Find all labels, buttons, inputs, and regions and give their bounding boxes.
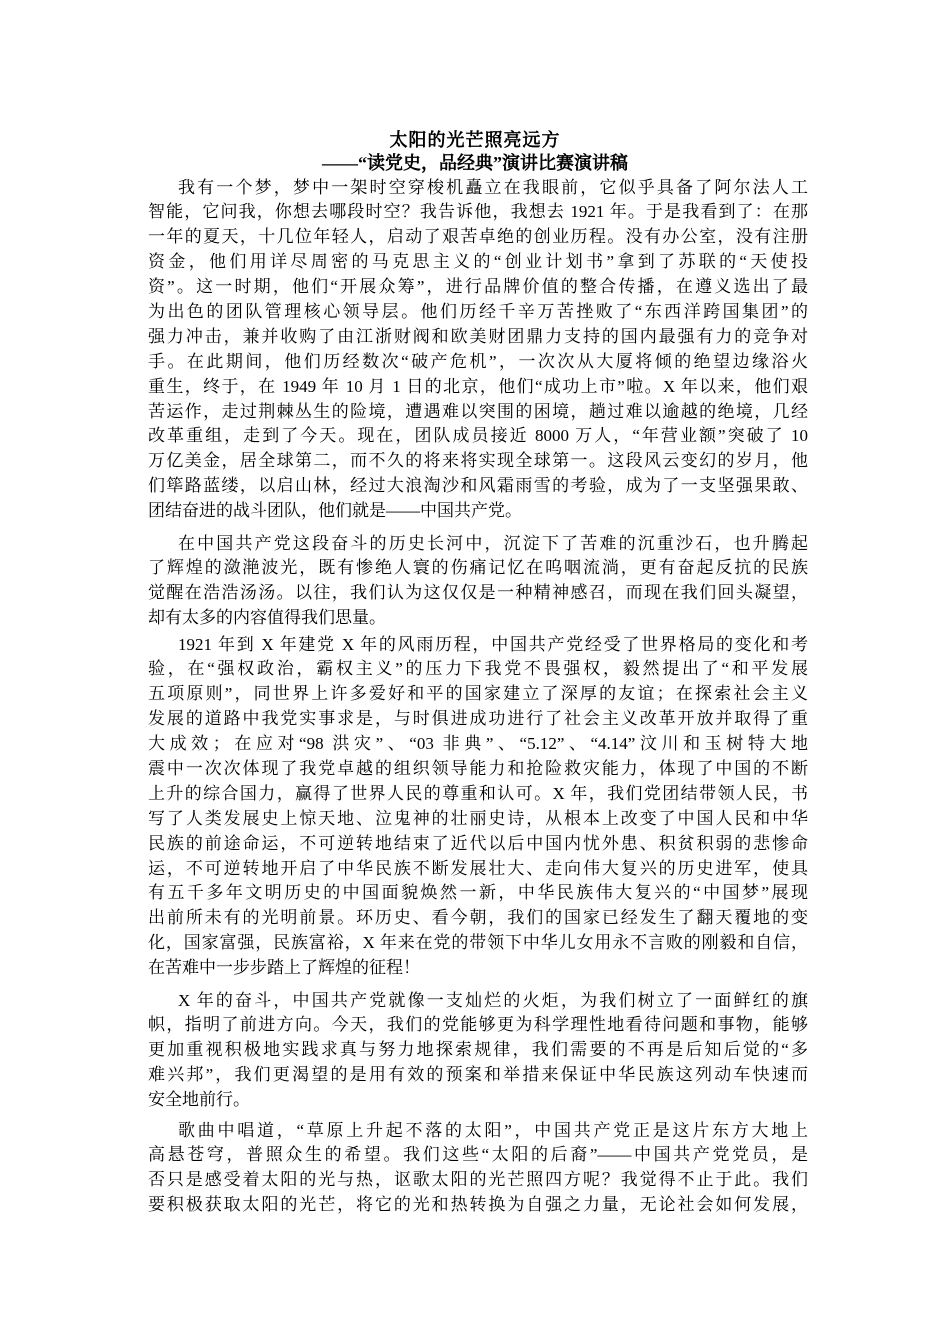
text-line: 震中一次次体现了我党卓越的组织领导能力和抢险救灾能力，体现了中国的不断	[148, 758, 808, 778]
text-line: 更加重视积极地实践求真与努力地探索规律，我们需要的不再是后知后觉的“多	[148, 1040, 808, 1060]
document-title: 太阳的光芒照亮远方	[389, 130, 561, 150]
text-line: 却有太多的内容值得我们思量。	[148, 608, 386, 628]
text-line: 们筚路蓝缕，以启山林，经过大浪淘沙和风霜雨雪的考验，成为了一支坚强果敢、	[148, 476, 808, 496]
paragraph-3	[148, 633, 808, 981]
text-line: 为出色的团队管理核心领导层。他们历经千辛万苦挫败了“东西洋跨国集团”的	[148, 301, 808, 321]
paragraph-1	[148, 176, 808, 524]
text-line: 发展的道路中我党实事求是，与时俱进成功进行了社会主义改革开放并取得了重	[148, 709, 808, 729]
text-line: 安全地前行。	[148, 1090, 250, 1110]
text-line: 万亿美金，居全球第二，而不久的将来将实现全球第一。这段风云变幻的岁月，他	[148, 451, 808, 471]
text-line: 强力冲击，兼并收购了由江浙财阀和欧美财团鼎力支持的国内最强有力的竞争对	[148, 326, 808, 346]
text-line: 否只是感受着太阳的光与热，讴歌太阳的光芒照四方呢？我觉得不止于此。我们	[148, 1170, 808, 1190]
text-line: 验，在“强权政治，霸权主义”的压力下我党不畏强权，毅然提出了“和平发展	[148, 659, 808, 679]
text-line: 资”。这一时期，他们“开展众筹”，进行品牌价值的整合传播，在遵义选出了最	[148, 277, 808, 297]
text-line: 高悬苍穹，普照众生的希望。我们这些“太阳的后裔”——中国共产党党员，是	[148, 1145, 808, 1165]
text-line: 运，不可逆转地开启了中华民族不断发展壮大、走向伟大复兴的历史进军，使具	[148, 858, 808, 878]
text-line: 大成效；在应对“98 洪灾”、“03 非典”、“5.12”、“4.14”汶川和玉树特大地	[148, 734, 808, 754]
text-line: 要积极获取太阳的光芒，将它的光和热转换为自强之力量，无论社会如何发展，	[148, 1195, 808, 1215]
text-line: 智能，它问我，你想去哪段时空？我告诉他，我想去 1921 年。于是我看到了：在那	[148, 202, 808, 222]
text-line: 写了人类发展史上惊天地、泣鬼神的壮丽史诗，从根本上改变了中国人民和中华	[148, 808, 808, 828]
text-line: 团结奋进的战斗团队，他们就是——中国共产党。	[148, 501, 522, 521]
text-line: 1921 年到 X 年建党 X 年的风雨历程，中国共产党经受了世界格局的变化和考	[178, 634, 808, 654]
text-line: 有五千多年文明历史的中国面貌焕然一新，中华民族伟大复兴的“中国梦”展现	[148, 883, 808, 903]
text-line: 苦运作，走过荆棘丛生的险境，遭遇难以突围的困境，趟过难以逾越的绝境，几经	[148, 401, 808, 421]
text-line: 在苦难中一步步踏上了辉煌的征程！	[148, 958, 420, 978]
paragraph-4	[148, 989, 808, 1113]
text-line: 改革重组，走到了今天。现在，团队成员接近 8000 万人，“年营业额”突破了 10	[148, 426, 808, 446]
document-subtitle: ——“读党史，品经典”演讲比赛演讲稿	[322, 153, 628, 173]
text-line: 上升的综合国力，赢得了世界人民的尊重和认可。X 年，我们党团结带领人民，书	[148, 783, 808, 803]
text-line: 五项原则”，同世界上许多爱好和平的国家建立了深厚的友谊；在探索社会主义	[148, 684, 808, 704]
text-line: 难兴邦”，我们更渴望的是用有效的预案和举措来保证中华民族这列动车快速而	[148, 1065, 808, 1085]
text-line: 手。在此期间，他们历经数次“破产危机”，一次次从大厦将倾的绝望边缘浴火	[148, 351, 808, 371]
text-line: 在中国共产党这段奋斗的历史长河中，沉淀下了苦难的沉重沙石，也升腾起	[178, 533, 808, 553]
paragraph-5	[148, 1119, 808, 1219]
text-line: 重生，终于，在 1949 年 10 月 1 日的北京，他们“成功上市”啦。X 年以来，他们艰	[148, 376, 808, 396]
text-line: 觉醒在浩浩汤汤。以往，我们认为这仅仅是一种精神感召，而现在我们回头凝望，	[148, 583, 808, 603]
text-line: X 年的奋斗，中国共产党就像一支灿烂的火炬，为我们树立了一面鲜红的旗	[178, 990, 808, 1010]
text-line: 资金，他们用详尽周密的马克思主义的“创业计划书”拿到了苏联的“天使投	[148, 252, 808, 272]
text-line: 化，国家富强，民族富裕，X 年来在党的带领下中华儿女用永不言败的刚毅和自信，	[148, 933, 808, 953]
text-line: 出前所未有的光明前景。环历史、看今朝，我们的国家已经发生了翻天覆地的变	[148, 908, 808, 928]
text-line: 歌曲中唱道，“草原上升起不落的太阳”，中国共产党正是这片东方大地上	[178, 1120, 808, 1140]
text-line: 一年的夏天，十几位年轻人，启动了艰苦卓绝的创业历程。没有办公室，没有注册	[148, 227, 808, 247]
paragraph-2	[148, 532, 808, 632]
text-line: 了辉煌的潋滟波光，既有惨绝人寰的伤痛记忆在呜咽流淌，更有奋起反抗的民族	[148, 558, 808, 578]
text-line: 民族的前途命运，不可逆转地结束了近代以后中国内忧外患、积贫积弱的悲惨命	[148, 833, 808, 853]
text-line: 帜，指明了前进方向。今天，我们的党能够更为科学理性地看待问题和事物，能够	[148, 1015, 808, 1035]
text-line: 我有一个梦，梦中一架时空穿梭机矗立在我眼前，它似乎具备了阿尔法人工	[178, 177, 808, 197]
